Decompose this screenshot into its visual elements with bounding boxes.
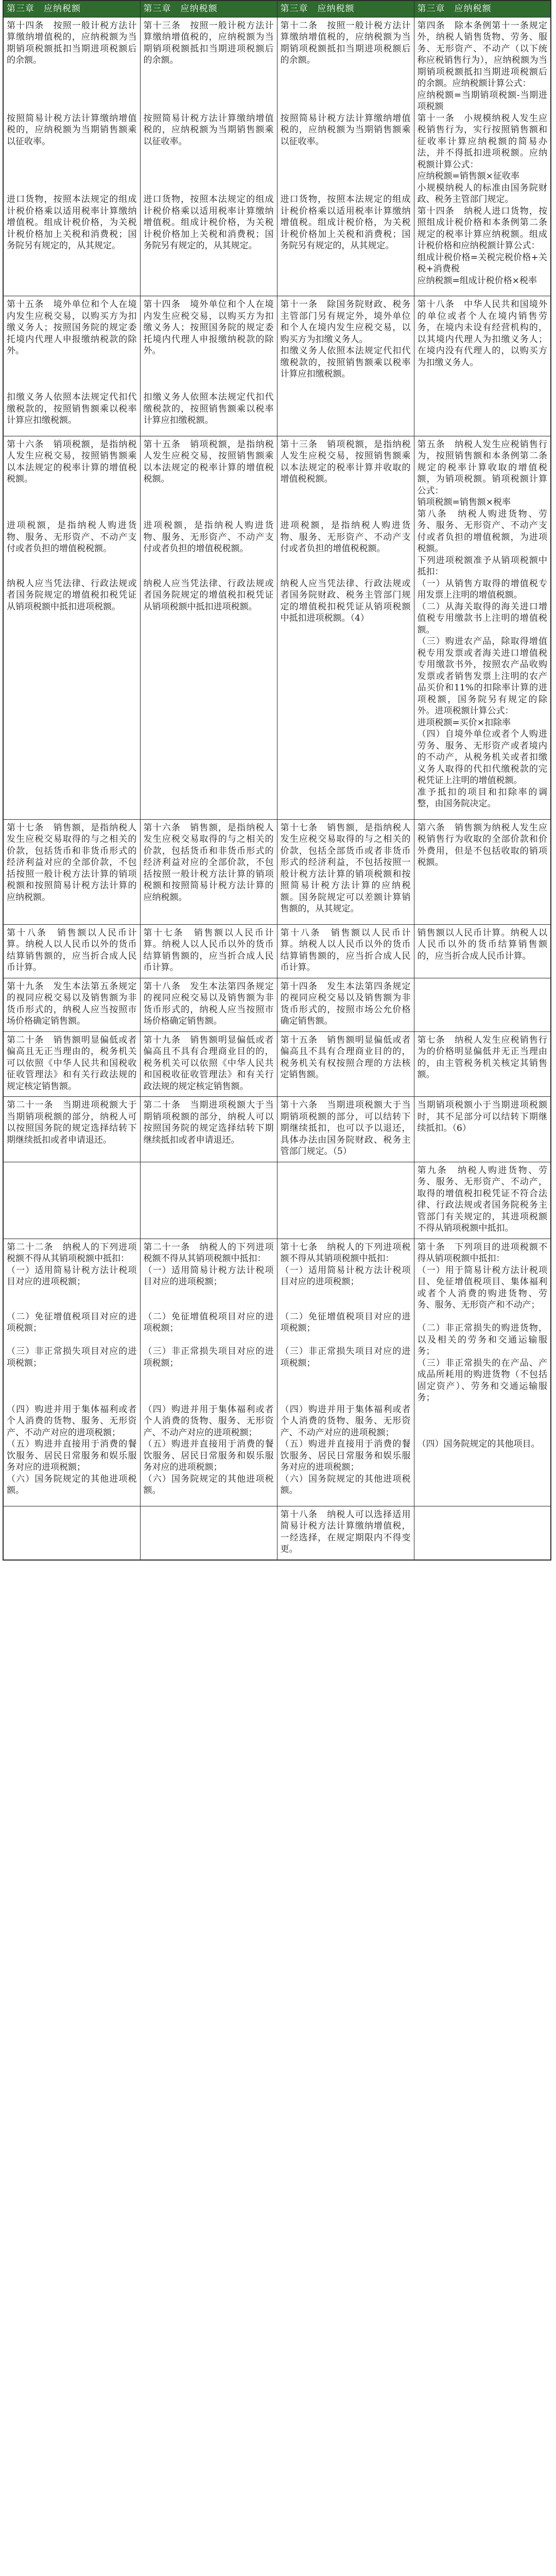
header-col4: 第三章 应纳税额 [414, 1, 551, 17]
table-cell: 第十三条 销项税额，是指纳税人发生应税交易，按照销售额乘以本法规定的税率计算并收取的增值税税额。 进项税额，是指纳税人购进货物、服务、无形资产、不动产支付或者负担的增值税税额。 纳税人应当凭法律、行政法规或者国务院财政、税务主管部门规定的增值税扣税凭证从销项税额中抵扣进项税额。（4） [277, 436, 414, 819]
table-cell: 第十五条 销项税额，是指纳税人发生应税交易，按照销售额乘以本法规定的税率计算的增值税税额。 进项税额，是指纳税人购进货物、服务、无形资产、不动产支付或者负担的增值税税额。 纳税人应当凭法律、行政法规或者国务院规定的增值税扣税凭证从销项税额中抵扣进项税额。 [140, 436, 277, 819]
table-cell: 第十七条 销售额以人民币计算。纳税人以人民币以外的货币结算销售额的，应当折合成人民币计算。 [140, 924, 277, 978]
table-cell: 第九条 纳税人购进货物、劳务、服务、无形资产、不动产，取得的增值税扣税凭证不符合法律、行政法规或者国务院税务主管部门有关规定的，其进项税额不得从销项税额中抵扣。 [414, 1162, 551, 1239]
table-cell [3, 1506, 140, 1560]
table-cell: 第十七条 销售额，是指纳税人发生应税交易取得的与之相关的价款，包括全部货币或者非货币形式的经济利益，不包括按照一般计税方法计算的销项税额和按照简易计税方法计算的应纳税额。国务院规定可以差额计算销售额的，从其规定。 [277, 819, 414, 924]
table-cell: 第十八条 发生本法第四条规定的视同应税交易以及销售额为非货币形式的，纳税人应当按照市场价格确定销售额。 [140, 978, 277, 1031]
table-cell: 第十九条 发生本法第五条规定的视同应税交易以及销售额为非货币形式的，纳税人应当按照市场价格确定销售额。 [3, 978, 140, 1031]
comparison-page [3, 0, 553, 1561]
header-col3: 第三章 应纳税额 [277, 1, 414, 17]
table-cell: 第十八条 销售额以人民币计算。纳税人以人民币以外的货币结算销售额的，应当折合成人民币计算。 [277, 924, 414, 978]
table-row [3, 1506, 551, 1560]
table-cell: 第十二条 按照一般计税方法计算缴纳增值税的，应纳税额为当期销项税额抵扣当期进项税额后的余额。 按照简易计税方法计算缴纳增值税的，应纳税额为当期销售额乘以征收率。 进口货物，按照本法规定的组成计税价格乘以适用税率计算缴纳增值税。组成计税价格，为关税计税价格加上关税和消费税；国务院另有规定的，从其规定。 [277, 17, 414, 296]
table-row [3, 978, 551, 1031]
table-cell: 第二十条 销售额明显偏低或者偏高且无正当理由的，税务机关可以依照《中华人民共和国税收征收管理法》和有关行政法规的规定核定销售额。 [3, 1031, 140, 1097]
table-cell: 第十四条 发生本法第四条规定的视同应税交易以及销售额为非货币形式的，按照市场公允价格确定销售额。 [277, 978, 414, 1031]
table-cell: 第十八条 销售额以人民币计算。纳税人以人民币以外的货币结算销售额的，应当折合成人民币计算。 [3, 924, 140, 978]
table-cell: 第五条 纳税人发生应税销售行为，按照销售额和本条例第二条规定的税率计算收取的增值税额，为销项税额。销项税额计算公式： 销项税额=销售额×税率 第八条 纳税人购进货物、劳务、服务、无形资产、不动产支付或者负担的增值税额，为进项税额。 下列进项税额准予从销项税额中抵扣： （一）从销售方取得的增值税专用发票上注明的增值税额。 （二）从海关取得的海关进口增值税专用缴款书上注明的增值税额。 （三）购进农产品，除取得增值税专用发票或者海关进口增值税专用缴款书外，按照农产品收购发票或者销售发票上注明的农产品买价和11%的扣除率计算的进项税额，国务院另有规定的除外。进项税额计算公式： 进项税额=买价×扣除率 （四）自境外单位或者个人购进劳务、服务、无形资产或者境内的不动产，从税务机关或者扣缴义务人取得的代扣代缴税款的完税凭证上注明的增值税额。 准予抵扣的项目和扣除率的调整，由国务院决定。 [414, 436, 551, 819]
table-row [3, 436, 551, 819]
table-cell [3, 1162, 140, 1239]
table-cell: 第十六条 销售额，是指纳税人发生应税交易取得的与之相关的价款，包括货币和非货币形式的经济利益对应的全部价款，不包括按照一般计税方法计算的销项税额和按照简易计税方法计算的应纳税额。 [140, 819, 277, 924]
table-cell: 销售额以人民币计算。纳税人以人民币以外的货币结算销售额的，应当折合成人民币计算。 [414, 924, 551, 978]
table-cell: 第十一条 除国务院财政、税务主管部门另有规定外，境外单位和个人在境内发生应税交易，以购买方为扣缴义务人。 扣缴义务人依照本法规定代扣代缴税款的，按照销售额乘以税率计算应扣缴税额。 [277, 296, 414, 436]
table-cell: 第十六条 销项税额，是指纳税人发生应税交易，按照销售额乘以本法规定的税率计算的增值税税额。 进项税额，是指纳税人购进货物、服务、无形资产、不动产支付或者负担的增值税税额。 纳税人应当凭法律、行政法规或者国务院规定的增值税扣税凭证从销项税额中抵扣进项税额。 [3, 436, 140, 819]
table-cell [140, 1506, 277, 1560]
table-cell: 第十七条 纳税人的下列进项税额不得从其销项税额中抵扣： （一）适用简易计税方法计税项目对应的进项税额； （二）免征增值税项目对应的进项税额； （三）非正常损失项目对应的进项税额； （四）购进并用于集体福利或者个人消费的货物、服务、无形资产、不动产对应的进项税额； （五）购进并直接用于消费的餐饮服务、居民日常服务和娱乐服务对应的进项税额； （六）国务院规定的其他进项税额。 [277, 1239, 414, 1506]
table-row [3, 819, 551, 924]
table-cell: 第十五条 销售额明显偏低或者偏高且不具有合理商业目的的，税务机关有权按照合理的方法核定销售额。 [277, 1031, 414, 1097]
table-cell: 第二十一条 纳税人的下列进项税额不得从其销项税额中抵扣： （一）适用简易计税方法计税项目对应的进项税额； （二）免征增值税项目对应的进项税额； （三）非正常损失项目对应的进项税额； （四）购进并用于集体福利或者个人消费的货物、服务、无形资产、不动产对应的进项税额； （五）购进并直接用于消费的餐饮服务、居民日常服务和娱乐服务对应的进项税额； （六）国务院规定的其他进项税额。 [140, 1239, 277, 1506]
table-row [3, 1031, 551, 1097]
table-cell: 第十条 下列项目的进项税额不得从销项税额中抵扣： （一）用于简易计税方法计税项目、免征增值税项目、集体福利或者个人消费的购进货物、劳务、服务、无形资产和不动产； （二）非正常损失的购进货物，以及相关的劳务和交通运输服务； （三）非正常损失的在产品、产成品所耗用的购进货物（不包括固定资产）、劳务和交通运输服务； （四）国务院规定的其他项目。 [414, 1239, 551, 1506]
table-cell: 第十七条 销售额，是指纳税人发生应税交易取得的与之相关的价款，包括货币和非货币形式的经济利益对应的全部价款，不包括按照一般计税方法计算的销项税额和按照简易计税方法计算的应纳税额。 [3, 819, 140, 924]
table-row [3, 924, 551, 978]
table-cell: 第二十二条 纳税人的下列进项税额不得从其销项税额中抵扣： （一）适用简易计税方法计税项目对应的进项税额； （二）免征增值税项目对应的进项税额； （三）非正常损失项目对应的进项税额； （四）购进并用于集体福利或者个人消费的货物、服务、无形资产、不动产对应的进项税额； （五）购进并直接用于消费的餐饮服务、居民日常服务和娱乐服务对应的进项税额； （六）国务院规定的其他进项税额。 [3, 1239, 140, 1506]
table-cell: 第二十条 当期进项税额大于当期销项税额的部分，纳税人可以按照国务院的规定选择结转下期继续抵扣或者申请退还。 [140, 1097, 277, 1162]
table-row [3, 1162, 551, 1239]
table-cell [277, 1162, 414, 1239]
table-row [3, 1097, 551, 1162]
table-cell: 当期销项税额小于当期进项税额时，其不足部分可以结转下期继续抵扣。（6） [414, 1097, 551, 1162]
table-header-row [3, 1, 551, 17]
table-row [3, 17, 551, 296]
table-cell: 第七条 纳税人发生应税销售行为的价格明显偏低并无正当理由的，由主管税务机关核定其销售额。 [414, 1031, 551, 1097]
table-cell: 第十四条 按照一般计税方法计算缴纳增值税的，应纳税额为当期销项税额抵扣当期进项税额后的余额。 按照简易计税方法计算缴纳增值税的，应纳税额为当期销售额乘以征收率。 进口货物，按照本法规定的组成计税价格乘以适用税率计算缴纳增值税。组成计税价格，为关税计税价格加上关税和消费税；国务院另有规定的，从其规定。 [3, 17, 140, 296]
table-cell: 第十九条 销售额明显偏低或者偏高且不具有合理商业目的的，税务机关可以依照《中华人民共和国税收征收管理法》和有关行政法规的规定核定销售额。 [140, 1031, 277, 1097]
table-cell: 第十八条 中华人民共和国境外的单位或者个人在境内销售劳务，在境内未设有经营机构的，以其境内代理人为扣缴义务人；在境内没有代理人的，以购买方为扣缴义务人。 [414, 296, 551, 436]
table-cell: 第十八条 纳税人可以选择适用简易计税方法计算缴纳增值税，一经选择，在规定期限内不得变更。 [277, 1506, 414, 1560]
table-cell [140, 1162, 277, 1239]
table-cell: 第六条 销售额为纳税人发生应税销售行为收取的全部价款和价外费用，但是不包括收取的销项税额。 [414, 819, 551, 924]
header-col1: 第三章 应纳税额 [3, 1, 140, 17]
table-cell: 第十六条 当期进项税额大于当期销项税额的部分，可以结转下期继续抵扣，也可以予以退还，具体办法由国务院财政、税务主管部门规定。（5） [277, 1097, 414, 1162]
table-cell [414, 1506, 551, 1560]
header-col2: 第三章 应纳税额 [140, 1, 277, 17]
table-cell: 第十三条 按照一般计税方法计算缴纳增值税的，应纳税额为当期销项税额抵扣当期进项税额后的余额。 按照简易计税方法计算缴纳增值税的，应纳税额为当期销售额乘以征收率。 进口货物，按照本法规定的组成计税价格乘以适用税率计算缴纳增值税。组成计税价格，为关税计税价格加上关税和消费税；国务院另有规定的，从其规定。 [140, 17, 277, 296]
table-row [3, 1239, 551, 1506]
table-row [3, 296, 551, 436]
table-cell: 第十四条 境外单位和个人在境内发生应税交易，以购买方为扣缴义务人；按照国务院的规定委托境内代理人申报缴纳税款的除外。 扣缴义务人依照本法规定代扣代缴税款的，按照销售额乘以税率计算应扣缴税额。 [140, 296, 277, 436]
table-cell: 第四条 除本条例第十一条规定外，纳税人销售货物、劳务、服务、无形资产、不动产（以下统称应税销售行为），应纳税额为当期销项税额抵扣当期进项税额后的余额。应纳税额计算公式： 应纳税额=当期销项税额-当期进项税额 第十一条 小规模纳税人发生应税销售行为，实行按照销售额和征收率计算应纳税额的简易办法，并不得抵扣进项税额。应纳税额计算公式： 应纳税额=销售额×征收率 小规模纳税人的标准由国务院财政、税务主管部门规定。 第十四条 纳税人进口货物，按照组成计税价格和本条例第二条规定的税率计算应纳税额。组成计税价格和应纳税额计算公式： 组成计税价格=关税完税价格+关税+消费税 应纳税额=组成计税价格×税率 [414, 17, 551, 296]
table-cell [414, 978, 551, 1031]
table-cell: 第十五条 境外单位和个人在境内发生应税交易，以购买方为扣缴义务人；按照国务院的规定委托境内代理人申报缴纳税款的除外。 扣缴义务人依照本法规定代扣代缴税款的，按照销售额乘以税率计算应扣缴税额。 [3, 296, 140, 436]
table-cell: 第二十一条 当期进项税额大于当期销项税额的部分，纳税人可以按照国务院的规定选择结转下期继续抵扣或者申请退还。 [3, 1097, 140, 1162]
law-comparison-table [3, 0, 551, 1561]
